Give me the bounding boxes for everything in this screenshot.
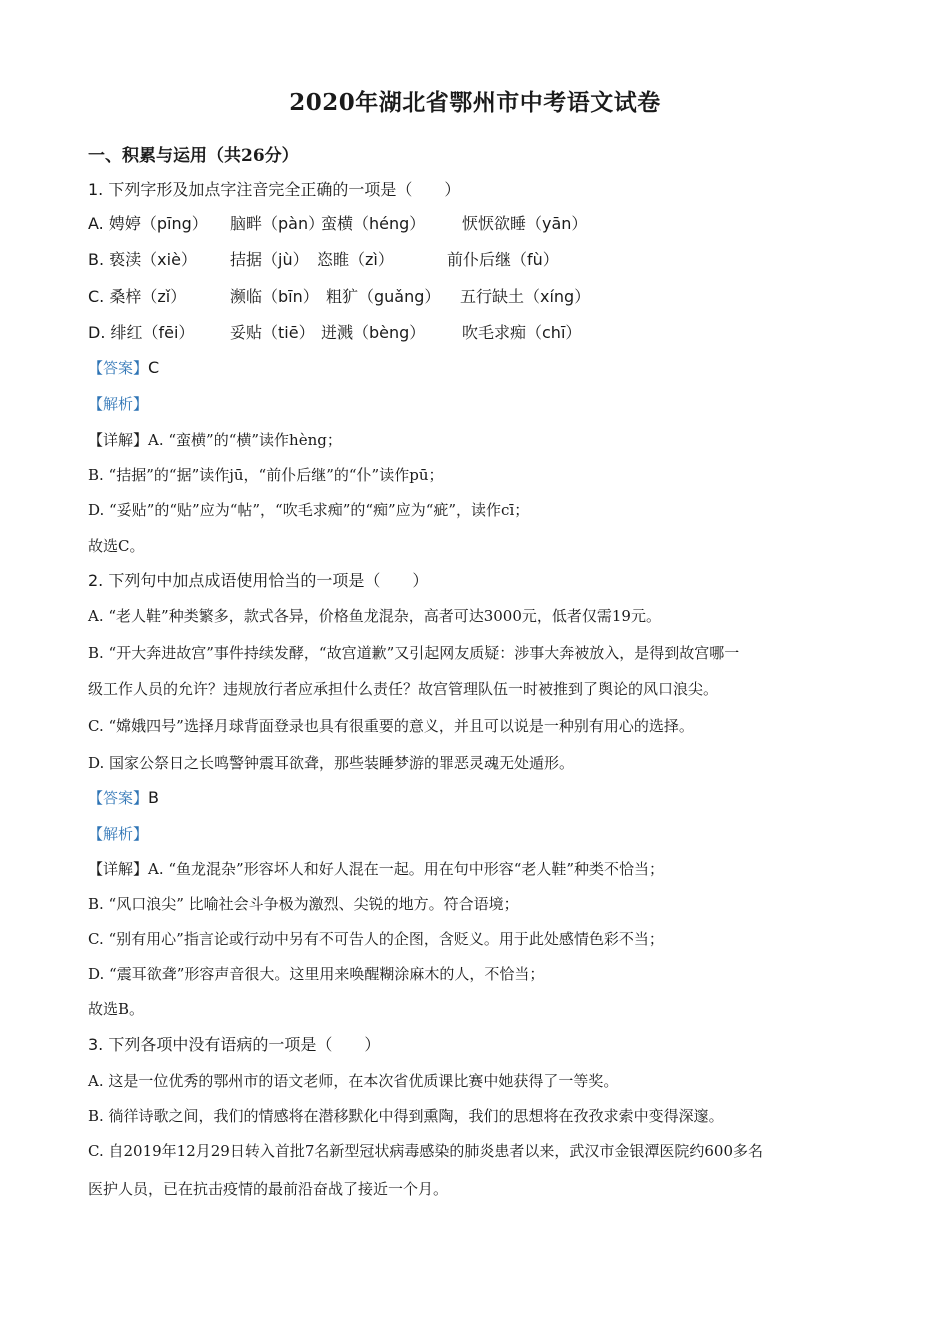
q3-stem: 3. 下列各项中没有语病的一项是（ ） — [88, 1035, 381, 1054]
q2-option-b: B. “开大奔进故宫”事件持续发酵，“故宫道歉”又引起网友质疑：涉事大奔被放入，是得到故宫哪一 — [88, 644, 740, 662]
q1-a-item-1: A. 娉婷（pīng） — [88, 214, 208, 233]
q2-detail-2: B. “风口浪尖” 比喻社会斗争极为激烈、尖锐的地方。符合语境； — [88, 895, 519, 913]
q1-c-item-4: 五行缺土（xíng） — [460, 287, 591, 306]
q1-a-item-4: 恹恹欲睡（yān） — [462, 214, 588, 233]
q1-b-item-3: 恣睢（zì） — [317, 250, 394, 269]
q1-a-item-2: 脑畔（pàn） — [230, 214, 325, 233]
q1-d-item-1: D. 绯红（fēi） — [88, 323, 195, 342]
q1-analysis-label: 【解析】 — [88, 395, 149, 413]
q3-option-c: C. 自2019年12月29日转入首批7名新型冠状病毒感染的肺炎患者以来，武汉市金银潭医院约600多名 — [88, 1142, 764, 1160]
q2-analysis-label: 【解析】 — [88, 825, 149, 843]
q3-option-c-cont: 医护人员，已在抗击疫情的最前沿奋战了接近一个月。 — [88, 1180, 449, 1198]
q1-option-a — [88, 211, 688, 233]
section-heading: 一、积累与运用（共26分） — [88, 146, 299, 166]
q2-detail-5: 故选B。 — [88, 1000, 145, 1018]
q1-d-item-4: 吹毛求痴（chī） — [462, 323, 582, 342]
q1-d-item-2: 妥贴（tiē） — [230, 323, 315, 342]
answer-label: 【答案】 — [88, 789, 149, 807]
q1-b-item-1: B. 亵渎（xiè） — [88, 250, 197, 269]
q1-option-d — [88, 320, 688, 342]
answer-value: C — [148, 358, 160, 377]
q1-option-b — [88, 247, 688, 269]
q1-detail-2: B. “拮据”的“据”读作jū，“前仆后继”的“仆”读作pū； — [88, 466, 444, 484]
q1-detail-3: D. “妥贴”的“贴”应为“帖”，“吹毛求痴”的“痴”应为“疵”，读作cī； — [88, 501, 530, 519]
q1-d-item-3: 迸溅（bèng） — [321, 323, 426, 342]
q2-option-c: C. “嫦娥四号”选择月球背面登录也具有很重要的意义，并且可以说是一种别有用心的选择。 — [88, 717, 694, 735]
q1-b-item-2: 拮据（jù） — [230, 250, 309, 269]
q3-option-a: A. 这是一位优秀的鄂州市的语文老师，在本次省优质课比赛中她获得了一等奖。 — [88, 1072, 619, 1090]
q2-option-a: A. “老人鞋”种类繁多，款式各异，价格鱼龙混杂，高者可达3000元，低者仅需19元。 — [88, 607, 661, 625]
page-title: 2020年湖北省鄂州市中考语文试卷 — [289, 89, 661, 116]
q1-c-item-1: C. 桑梓（zǐ） — [88, 287, 187, 306]
q3-option-b: B. 徜徉诗歌之间，我们的情感将在潜移默化中得到熏陶，我们的思想将在孜孜求索中变得深邃。 — [88, 1107, 724, 1125]
answer-label: 【答案】 — [88, 359, 149, 377]
q2-detail-3: C. “别有用心”指言论或行动中另有不可告人的企图，含贬义。用于此处感情色彩不当； — [88, 930, 664, 948]
q2-detail-1: 【详解】A. “鱼龙混杂”形容坏人和好人混在一起。用在句中形容“老人鞋”种类不恰当； — [88, 860, 665, 878]
q1-detail-4: 故选C。 — [88, 537, 145, 555]
q1-a-item-3: 蛮横（héng） — [321, 214, 426, 233]
q1-detail-1: 【详解】A. “蛮横”的“横”读作hèng； — [88, 431, 342, 449]
q1-answer — [88, 357, 159, 378]
q2-answer — [88, 787, 159, 808]
q2-detail-4: D. “震耳欲聋”形容声音很大。这里用来唤醒糊涂麻木的人，不恰当； — [88, 965, 545, 983]
q1-c-item-2: 濒临（bīn） — [230, 287, 319, 306]
q1-option-c — [88, 284, 688, 306]
answer-value: B — [148, 788, 159, 807]
q2-option-d: D. 国家公祭日之长鸣警钟震耳欲聋，那些装睡梦游的罪恶灵魂无处遁形。 — [88, 754, 575, 772]
q2-option-b-cont: 级工作人员的允许？违规放行者应承担什么责任？故宫管理队伍一时被推到了舆论的风口浪尖。 — [88, 680, 719, 698]
q1-stem: 1. 下列字形及加点字注音完全正确的一项是（ ） — [88, 180, 461, 199]
q2-stem: 2. 下列句中加点成语使用恰当的一项是（ ） — [88, 571, 429, 590]
q1-c-item-3: 粗犷（guǎng） — [326, 287, 441, 306]
q1-b-item-4: 前仆后继（fù） — [447, 250, 559, 269]
